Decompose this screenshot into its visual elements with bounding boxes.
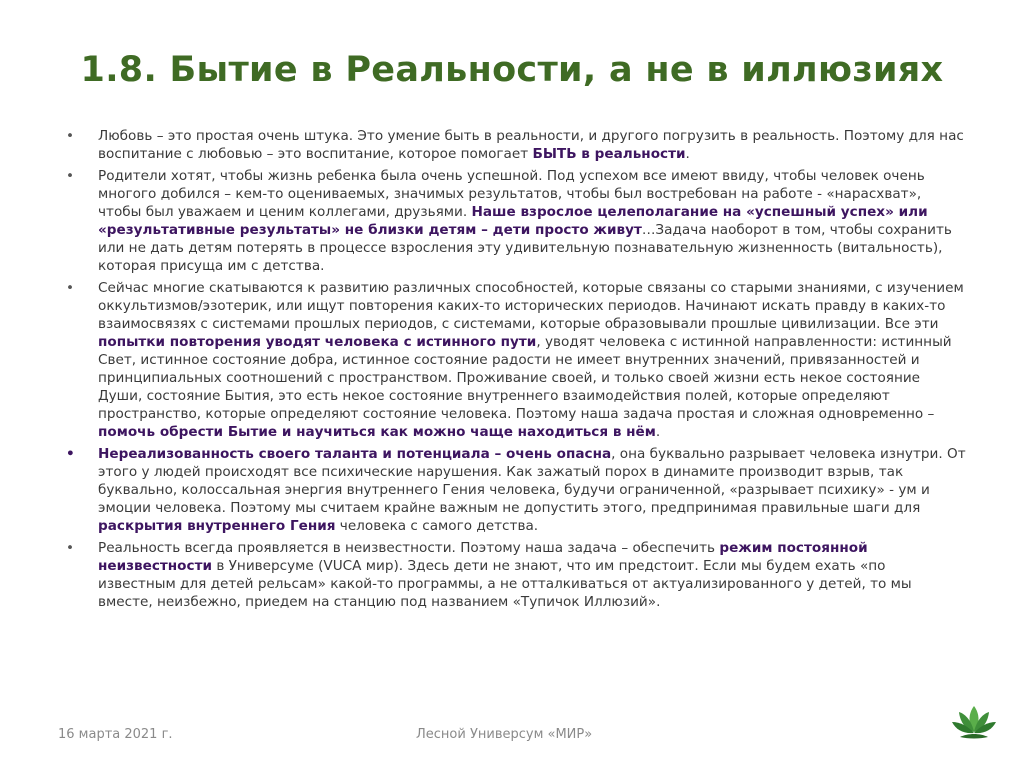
bullet-text: . bbox=[655, 424, 661, 440]
footer-organization: Лесной Универсум «МИР» bbox=[416, 727, 593, 742]
bullet-emphasis: попытки повторения уводят человека с истинного пути bbox=[98, 334, 537, 350]
bullet-text: …Задача наоборот в том, чтобы сохранить или не дать детям потерять в процессе взросления эту удивительную познавательную жизненность (витальность), которая присуща им с детства. bbox=[98, 222, 952, 274]
bullet-success bbox=[66, 167, 966, 275]
bullet-text: Любовь – это простая очень штука. Это умение быть в реальности, и другого погрузить в реальность. Поэтому для нас воспитание с любовью – это воспитание, которое помогает bbox=[98, 128, 964, 162]
footer-date: 16 марта 2021 г. bbox=[58, 727, 173, 742]
bullet-love bbox=[66, 127, 966, 163]
bullet-marker: • bbox=[66, 446, 75, 462]
slide-title: 1.8. Бытие в Реальности, а не в иллюзиях bbox=[80, 50, 944, 90]
bullet-text: человека с самого детства. bbox=[335, 518, 539, 534]
bullet-emphasis: БЫТЬ в реальности bbox=[532, 146, 686, 162]
slide-content bbox=[66, 127, 966, 615]
bullet-emphasis: раскрытия внутреннего Гения bbox=[98, 518, 336, 534]
bullet-text: , уводят человека с истинной направленности: истинный Свет, истинное состояние добра, истинное состояние радости не имеет внутренних значений, привязанностей и принципиальных соотношений с пространством. Проживание своей, и только своей жизни есть некое состояние Души, состояние Бытия, это есть некое состояние внутреннего взаимодействия полей, которые определяют пространство, которые определяют состояние человека. Поэтому наша задача простая и сложная одновременно – bbox=[98, 334, 952, 422]
bullet-emphasis: Наше взрослое целеполагание на «успешный успех» или «результативные результаты» не близки детям – дети просто живут bbox=[98, 204, 928, 238]
bullet-reality bbox=[66, 539, 966, 611]
bullet-marker: • bbox=[66, 540, 75, 556]
bullet-marker: • bbox=[66, 168, 75, 184]
bullet-text: Родители хотят, чтобы жизнь ребенка была очень успешной. Под успехом все имеют ввиду, чтобы человек очень многого добился – кем-то оцениваемых, значимых результатов, чтобы был востребован на работе - «нарасхват», чтобы был уважаем и ценим коллегами, друзьями. bbox=[98, 168, 925, 220]
bullet-emphasis: режим постоянной неизвестности bbox=[98, 540, 868, 574]
bullet-talent bbox=[66, 445, 966, 535]
bullet-text: Сейчас многие скатываются к развитию различных способностей, которые связаны со старыми знаниями, с изучением оккультизмов/эзотерик, или ищут повторения каких-то исторических периодов. Начинают искать правду в каких-то взаимосвязях с системами прошлых периодов, с системами, которые образовывали прошлые цивилизации. Все эти bbox=[98, 280, 964, 332]
bullet-text: Реальность всегда проявляется в неизвестности. Поэтому наша задача – обеспечить bbox=[98, 540, 720, 556]
lotus-icon bbox=[950, 702, 998, 742]
bullet-text: в Универсуме (VUCA мир). Здесь дети не знают, что им предстоит. Если мы будем ехать «по известным для детей рельсам» какой-то программы, а не отталкиваться от актуализированного у детей, то мы вместе, неизбежно, приедем на станцию под названием «Тупичок Иллюзий». bbox=[98, 558, 912, 610]
bullet-marker: • bbox=[66, 280, 75, 296]
bullet-text: . bbox=[685, 146, 690, 162]
bullet-emphasis: Нереализованность своего таланта и потенциала – очень опасна bbox=[98, 446, 612, 462]
bullet-marker: • bbox=[66, 128, 75, 144]
bullet-abilities bbox=[66, 279, 966, 441]
bullet-text: , она буквально разрывает человека изнутри. От этого у людей происходят все психические нарушения. Как зажатый порох в динамите производит взрыв, так буквально, колоссальная энергия внутреннего Гения человека, будучи ограниченной, «разрывает психику» - ум и эмоции человека. Поэтому мы считаем крайне важным не допустить этого, предпринимая правильные шаги для bbox=[98, 446, 966, 516]
bullet-emphasis: помочь обрести Бытие и научиться как можно чаще находиться в нём bbox=[98, 424, 656, 440]
